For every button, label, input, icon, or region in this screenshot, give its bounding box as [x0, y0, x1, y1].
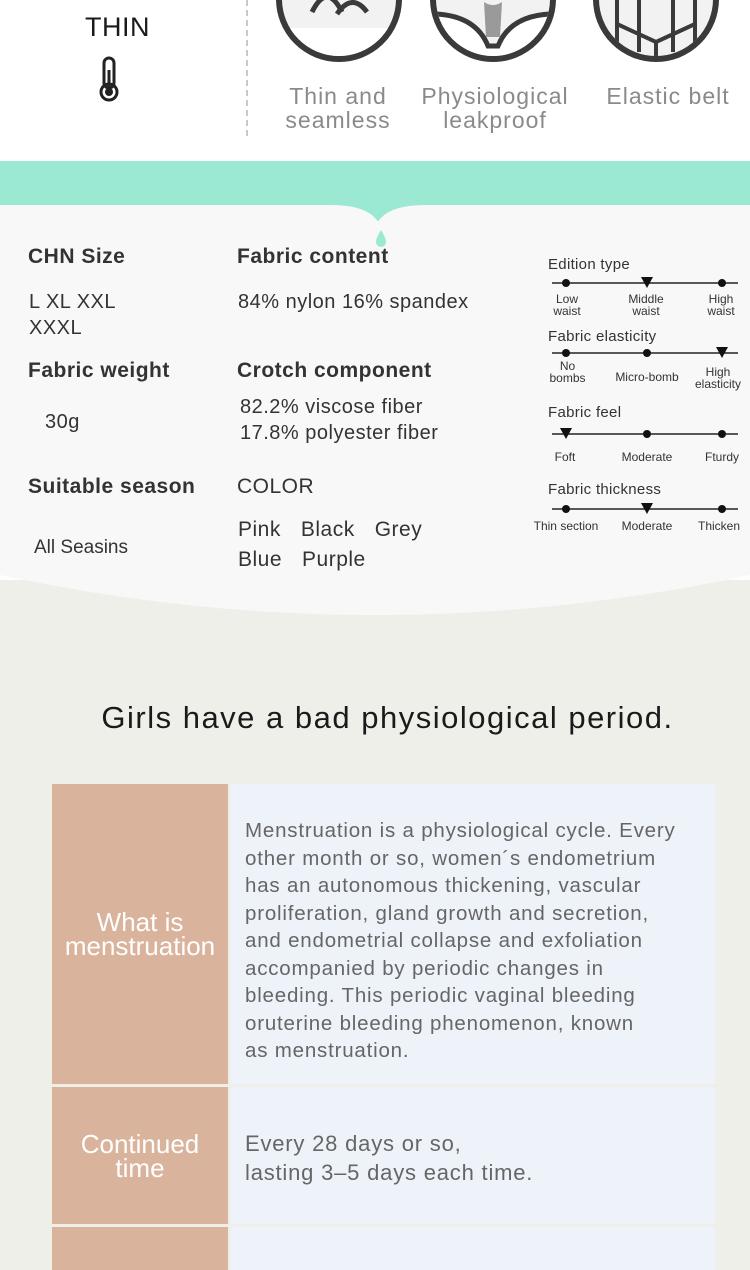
scale-stop-dot [718, 505, 726, 513]
scale-stop-dot [643, 430, 651, 438]
row-text-what-is: Menstruation is a physiological cycle. Every other month or so, women´s endometrium has an autonomous thickening, vascular proliferation, gland growth and secretion, and endometrial collapse and exfoliation accompanied by periodic changes in bleeding. This periodic vaginal bleeding oruterine bleeding phenomenon, known as menstruation. [231, 784, 715, 1084]
chn-size-value: L XL XXL XXXL [29, 291, 117, 339]
color-purple: Purple [302, 548, 366, 571]
fabric-feel-title: Fabric feel [548, 404, 622, 421]
color-grey: Grey [374, 518, 423, 541]
elasticity-label-micro: Micro-bomb [615, 370, 679, 384]
feel-label-moderate: Moderate [621, 450, 673, 464]
suitable-season-heading: Suitable season [28, 475, 196, 498]
thin-title: THIN [85, 12, 150, 42]
color-options-row1 [238, 518, 442, 542]
row-label-continued-time: Continued time [52, 1087, 228, 1224]
scale-stop-dot [718, 430, 726, 438]
elasticity-label-high: High elasticity [694, 365, 741, 391]
color-blue: Blue [238, 548, 283, 571]
thickness-label-moderate: Moderate [621, 519, 673, 533]
row-text-continued-time: Every 28 days or so, lasting 3–5 days each time. [231, 1087, 715, 1224]
fabric-feel-scale [548, 427, 738, 441]
suitable-season-value: All Seasins [34, 537, 128, 558]
color-pink: Pink [238, 518, 281, 541]
fabric-weight-heading: Fabric weight [28, 359, 170, 382]
feature-label-elastic: Elastic belt [606, 83, 730, 109]
color-options-row2 [238, 548, 386, 572]
thickness-label-thin: Thin section [533, 519, 599, 533]
crotch-component-heading: Crotch component [237, 359, 432, 382]
fabric-thickness-title: Fabric thickness [548, 481, 662, 498]
edition-type-label-high: High waist [707, 292, 735, 318]
row-label-next [52, 1227, 228, 1270]
crotch-component-value: 82.2% viscose fiber 17.8% polyester fiber [240, 396, 439, 444]
fabric-content-value: 84% nylon 16% spandex [238, 291, 469, 313]
color-heading: COLOR [237, 475, 315, 498]
feature-label-leakproof: Physiological leakproof [421, 83, 569, 133]
feel-label-fturdy: Fturdy [704, 450, 739, 464]
scale-stop-dot [562, 349, 570, 357]
fabric-content-heading: Fabric content [237, 245, 389, 268]
edition-type-label-low: Low waist [553, 292, 581, 318]
row-text-next [231, 1227, 715, 1270]
edition-type-title: Edition type [548, 256, 630, 273]
edition-type-label-middle: Middle waist [628, 292, 664, 318]
feel-label-foft: Foft [554, 450, 576, 464]
scale-stop-dot [643, 349, 651, 357]
fabric-weight-value: 30g [45, 411, 80, 433]
scale-stop-dot [562, 505, 570, 513]
elasticity-label-no-bombs: No bombs [549, 359, 586, 385]
scale-stop-dot [562, 279, 570, 287]
scale-stop-dot [718, 279, 726, 287]
period-title: Girls have a bad physiological period. [101, 700, 674, 735]
row-label-what-is: What is menstruation [52, 784, 228, 1084]
fabric-elasticity-scale [548, 346, 738, 360]
feature-label-thin: Thin and seamless [285, 83, 391, 133]
edition-type-scale [548, 276, 738, 290]
chn-size-heading: CHN Size [28, 245, 126, 268]
thickness-label-thicken: Thicken [697, 519, 741, 533]
fabric-elasticity-title: Fabric elasticity [548, 328, 657, 345]
fabric-thickness-scale [548, 502, 738, 516]
color-black: Black [300, 518, 355, 541]
